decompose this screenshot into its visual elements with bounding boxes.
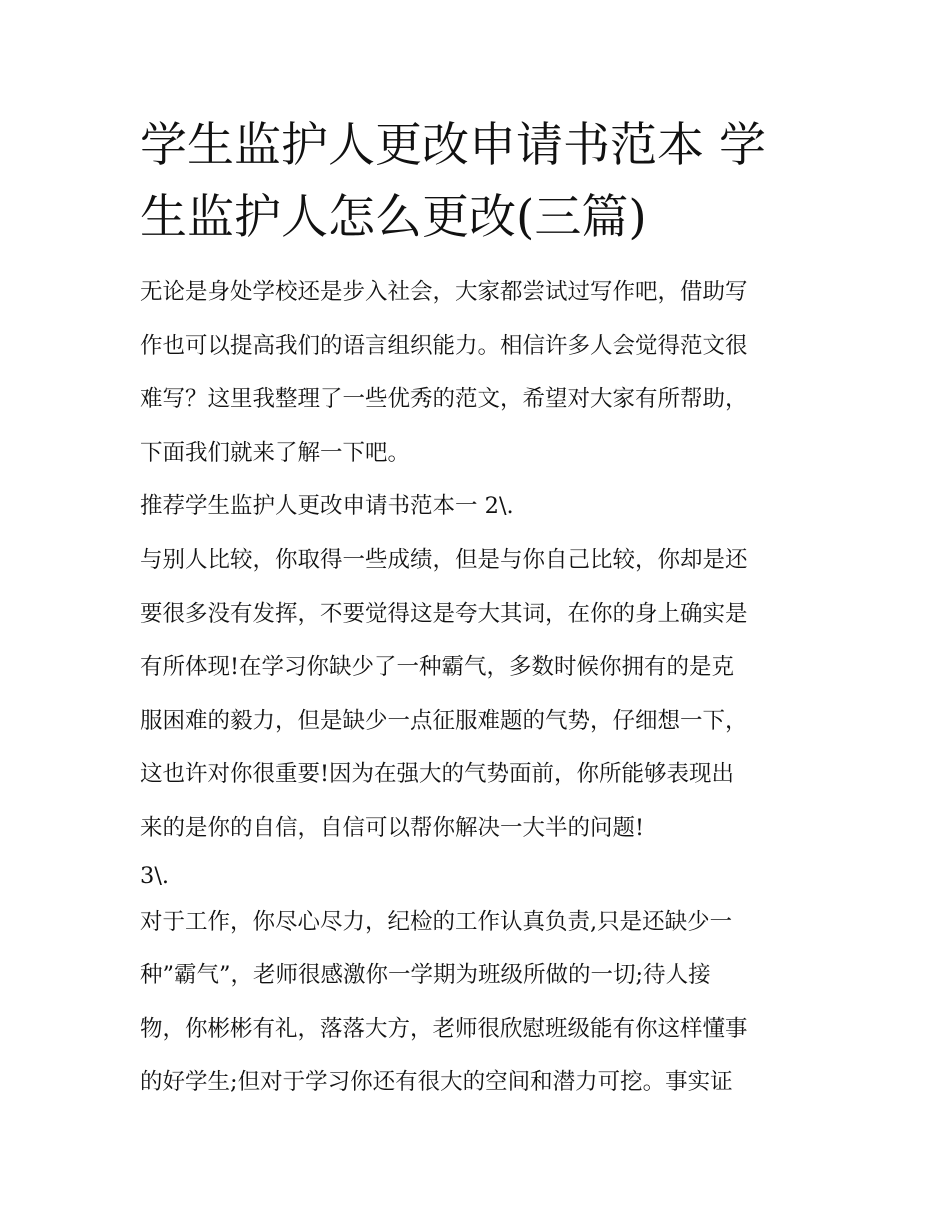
body-line: 种”霸气”，老师很感激你一学期为班级所做的一切;待人接 [140,962,711,989]
body-line: 下面我们就来了解一下吧。 [140,439,411,466]
body-line: 这也许对你很重要!因为在强大的气势面前，你所能够表现出 [140,761,735,788]
body-line: 来的是你的自信，自信可以帮你解决一大半的问题! [140,814,645,841]
section-heading: 推荐学生监护人更改申请书范本一 2\. [140,493,514,520]
document-page [140,110,812,1110]
body-line: 物，你彬彬有礼，落落大方，老师很欣慰班级能有你这样懂事 [140,1015,748,1042]
body-line: 有所体现!在学习你缺少了一种霸气，多数时候你拥有的是克 [140,654,735,681]
body-line: 难写？这里我整理了一些优秀的范文，希望对大家有所帮助， [140,386,748,413]
document-body [140,266,812,1110]
title-line: 学生监护人更改申请书范本 学 [140,118,766,173]
body-line: 的好学生;但对于学习你还有很大的空间和潜力可挖。事实证 [140,1069,733,1096]
body-line: 对于工作，你尽心尽力，纪检的工作认真负责,只是还缺少一 [140,908,733,935]
body-line: 与别人比较，你取得一些成绩，但是与你自己比较，你却是还 [140,546,748,573]
body-line: 服困难的毅力，但是缺少一点征服难题的气势，仔细想一下， [140,707,748,734]
body-line: 要很多没有发挥，不要觉得这是夸大其词，在你的身上确实是 [140,600,748,627]
section-number: 3\. [140,862,170,889]
document-title [140,110,812,254]
body-line: 无论是身处学校还是步入社会，大家都尝试过写作吧，借助写 [140,279,748,305]
body-line: 作也可以提高我们的语言组织能力。相信许多人会觉得范文很 [140,332,748,359]
title-line: 生监护人怎么更改(三篇) [140,190,647,245]
